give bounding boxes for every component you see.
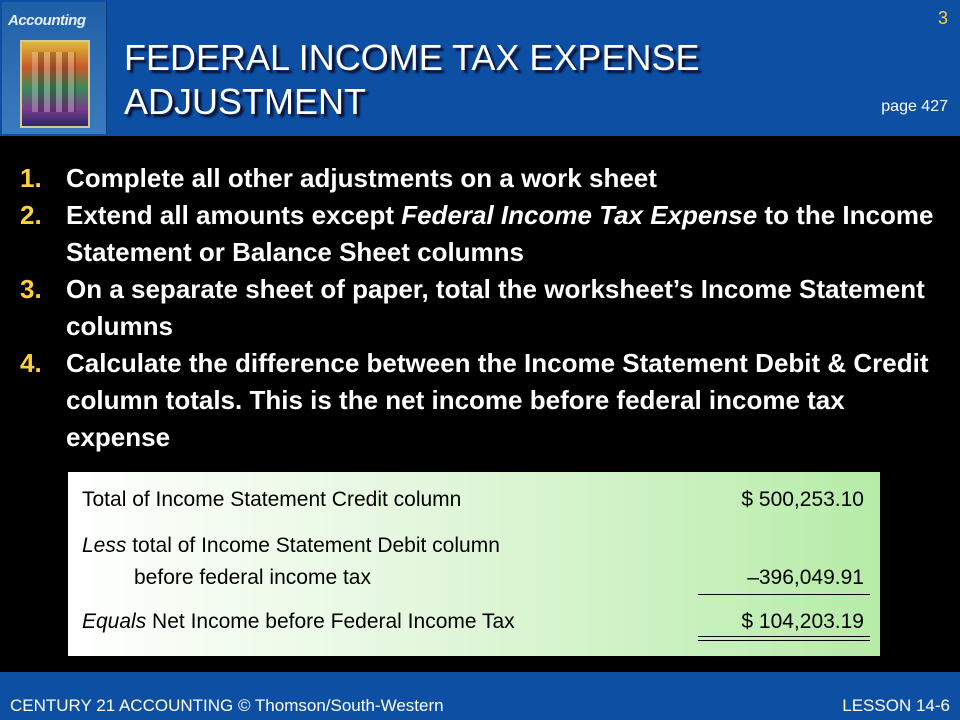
step-text: On a separate sheet of paper, total the worksheet’s Income Statement columns xyxy=(66,274,925,341)
net-income-amount: $ 104,203.19 xyxy=(741,610,864,633)
equals-label: Equals xyxy=(82,610,147,633)
slide-title-line2: ADJUSTMENT xyxy=(124,81,366,122)
debit-total-amount: –396,049.91 xyxy=(747,566,864,589)
footer-copyright: CENTURY 21 ACCOUNTING © Thomson/South-Western xyxy=(10,696,444,715)
step-text-italic: Federal Income Tax Expense xyxy=(401,200,758,230)
credit-total-label: Total of Income Statement Credit column xyxy=(82,488,462,511)
cover-art xyxy=(20,40,90,128)
debit-total-label xyxy=(82,534,500,558)
step-item xyxy=(20,160,940,197)
step-text-after: to the Income Statement or Balance Sheet columns xyxy=(66,200,934,267)
debit-total-label-rest: total of Income Statement Debit column xyxy=(126,534,500,557)
textbook-cover-image xyxy=(2,2,107,134)
less-label: Less xyxy=(82,534,127,557)
step-text: Calculate the difference between the Income Statement Debit & Credit column totals. This is the net income before federal income tax expense xyxy=(66,348,929,452)
footer-bar xyxy=(0,672,960,720)
step-number: 3. xyxy=(20,274,42,304)
net-income-label xyxy=(82,610,515,634)
step-item xyxy=(20,271,940,345)
calculation-box xyxy=(68,472,880,656)
slide-title xyxy=(124,36,824,124)
slide-number: 3 xyxy=(937,8,948,28)
step-text: Complete all other adjustments on a work sheet xyxy=(66,163,657,193)
step-text-before: Extend all amounts except xyxy=(66,200,402,230)
debit-total-label-line2: before federal income tax xyxy=(134,566,371,589)
steps-list xyxy=(20,160,940,456)
step-number: 4. xyxy=(20,348,42,378)
net-income-label-rest: Net Income before Federal Income Tax xyxy=(146,610,515,633)
page-reference: page 427 xyxy=(881,98,948,115)
step-item xyxy=(20,197,940,271)
book-title: Accounting xyxy=(8,12,86,29)
step-item xyxy=(20,345,940,456)
step-number: 2. xyxy=(20,200,42,230)
double-underline-bottom xyxy=(698,640,870,641)
footer-lesson: LESSON 14-6 xyxy=(842,696,950,715)
subtotal-underline xyxy=(698,594,870,595)
credit-total-amount: $ 500,253.10 xyxy=(741,488,864,511)
slide-title-line1: FEDERAL INCOME TAX EXPENSE xyxy=(124,37,700,78)
double-underline-top xyxy=(698,636,870,637)
header-bar xyxy=(0,0,960,136)
step-number: 1. xyxy=(20,163,42,193)
